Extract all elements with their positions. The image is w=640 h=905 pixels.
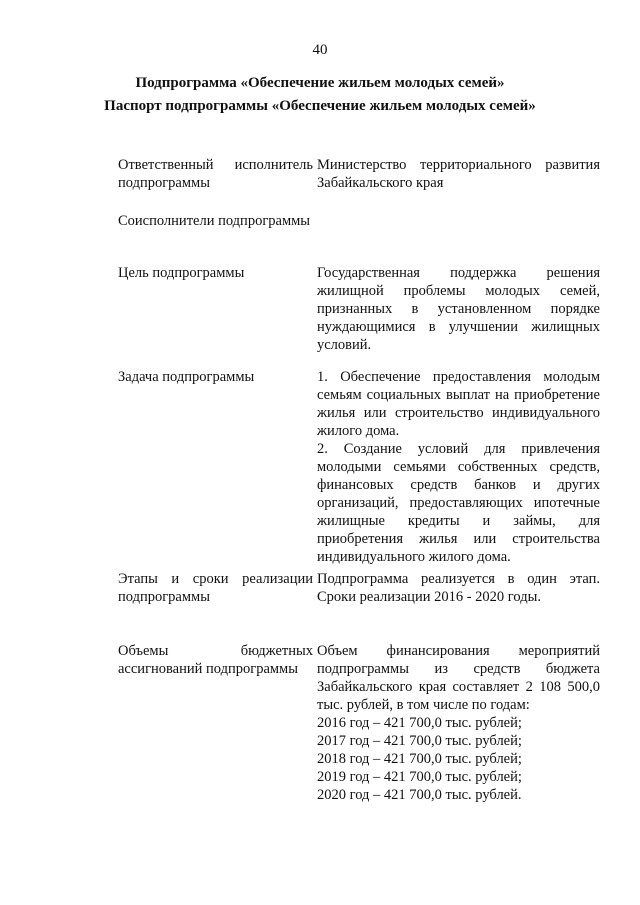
value-paragraph: 1. Обеспечение предоставления молодым семьям социальных выплат на приобретение жилья или строительство индивидуального жилого дома. <box>317 369 600 439</box>
value-paragraph: Государственная поддержка решения жилищной проблемы молодых семей, признанных в установленном порядке нуждающимися в улучшении жилищных условий. <box>317 265 600 353</box>
row-budget <box>118 642 600 804</box>
value-year-line: 2018 год – 421 700,0 тыс. рублей; <box>317 751 522 767</box>
row-label: Цель подпрограммы <box>118 265 245 281</box>
row-goal <box>118 264 600 368</box>
value-paragraph: 2. Создание условий для привлечения молодыми семьями собственных средств, финансовых средств банков и других организаций, предоставляющих ипотечные жилищные кредиты и займы, для приобретения жилья или строительства индивидуального жилого дома. <box>317 441 600 565</box>
row-value <box>317 368 600 570</box>
row-responsible-executor <box>118 156 600 212</box>
value-year-line: 2016 год – 421 700,0 тыс. рублей; <box>317 715 522 731</box>
row-value <box>317 642 600 804</box>
row-label: Соисполнители подпрограммы <box>118 213 311 229</box>
row-value <box>317 156 600 212</box>
passport-table <box>118 156 600 804</box>
row-label: Этапы и сроки реализации подпрограммы <box>118 571 313 605</box>
row-label: Ответственный исполнитель подпрограммы <box>118 157 313 191</box>
page-number: 40 <box>312 42 328 58</box>
subprogram-title: Подпрограмма «Обеспечение жильем молодых семей» <box>135 75 505 91</box>
row-label: Задача подпрограммы <box>118 369 255 385</box>
value-paragraph: Министерство территориального развития Забайкальского края <box>317 157 600 191</box>
row-co-executors <box>118 212 600 264</box>
value-year-line: 2019 год – 421 700,0 тыс. рублей; <box>317 769 522 785</box>
row-value <box>317 212 600 264</box>
value-paragraph: Подпрограмма реализуется в один этап. Сроки реализации 2016 - 2020 годы. <box>317 571 600 605</box>
value-year-line: 2020 год – 421 700,0 тыс. рублей. <box>317 787 522 803</box>
value-paragraph: Объем финансирования мероприятий подпрограммы из средств бюджета Забайкальского края составляет 2 108 500,0 тыс. рублей, в том числе по годам: <box>317 643 600 713</box>
passport-title: Паспорт подпрограммы «Обеспечение жильем молодых семей» <box>104 98 536 114</box>
row-value <box>317 570 600 642</box>
row-label: Объемы бюджетных ассигнований подпрограммы <box>118 643 313 677</box>
row-value <box>317 264 600 368</box>
row-stages-terms <box>118 570 600 642</box>
row-tasks <box>118 368 600 570</box>
value-year-line: 2017 год – 421 700,0 тыс. рублей; <box>317 733 522 749</box>
